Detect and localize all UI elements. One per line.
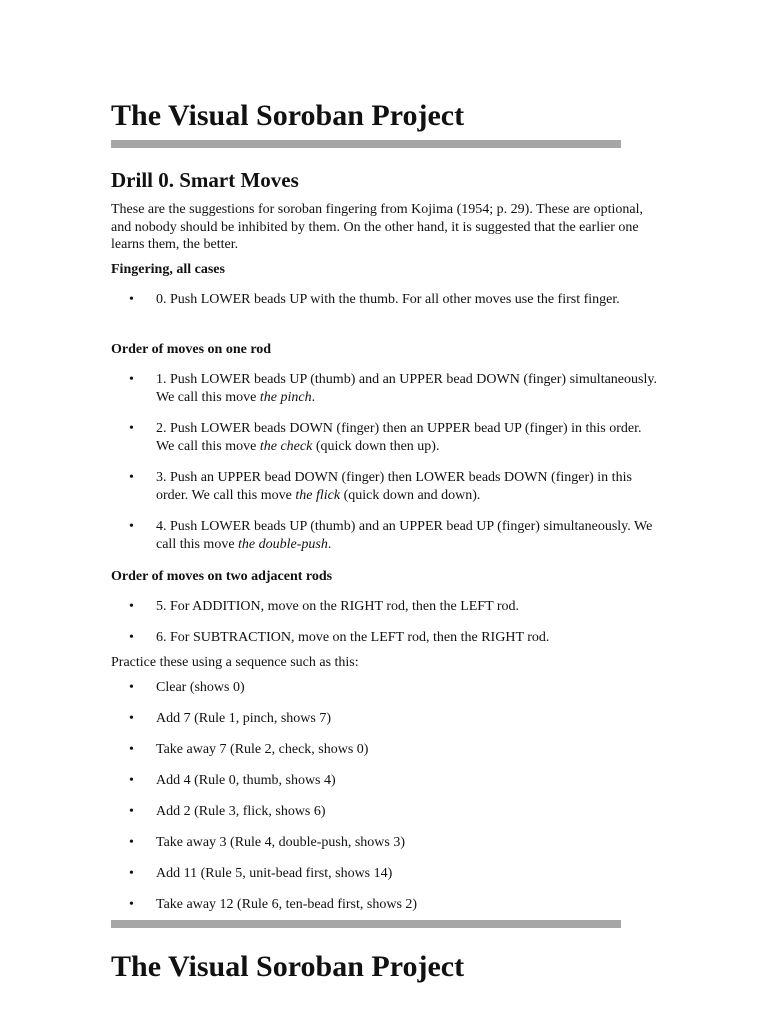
list-item [129,629,659,647]
intro-paragraph: These are the suggestions for soroban fingering from Kojima (1954; p. 29). These are optional, and nobody should be inhibited by them. On the other hand, it is suggested that the earlier one learns them, the better. [111,202,643,252]
list-item [129,834,659,852]
list-item-text: Add 7 (Rule 1, pinch, shows 7) [156,711,331,726]
list-item [129,865,659,883]
one-rod-heading: Order of moves on one rod [111,342,272,357]
move-name: the flick [295,488,341,503]
list-item [129,469,659,505]
practice-intro: Practice these using a sequence such as this: [111,655,359,670]
rule-text: 3. Push an UPPER bead DOWN (finger) then LOWER beads DOWN (finger) in this order. We call this move [156,470,632,503]
list-item [129,371,659,407]
bullet: • [129,773,134,788]
list-item-text: Add 4 (Rule 0, thumb, shows 4) [156,773,336,788]
list-item-text [156,420,659,456]
list-item [129,518,659,554]
list-item [129,420,659,456]
rule-text: 4. Push LOWER beads UP (thumb) and an UPPER bead UP (finger) simultaneously. We call this move [156,519,653,552]
rule-text-tail: (quick down and down). [340,488,481,503]
list-item [129,772,659,790]
bullet: • [129,470,134,485]
move-name: the double-push [238,537,328,552]
document-title: The Visual Soroban Project [111,99,465,132]
rule-text-tail: (quick down then up). [312,439,440,454]
bullet: • [129,630,134,645]
list-item [129,679,659,697]
rule-text: 1. Push LOWER beads UP (thumb) and an UPPER bead DOWN (finger) simultaneously. We call this move [156,372,657,405]
list-item [129,598,659,616]
bullet: • [129,711,134,726]
bullet: • [129,421,134,436]
list-item [129,803,659,821]
list-item-text: Take away 7 (Rule 2, check, shows 0) [156,742,369,757]
list-item [129,291,659,309]
bullet: • [129,292,134,307]
rule-text: 2. Push LOWER beads DOWN (finger) then an UPPER bead UP (finger) in this order. We call this move [156,421,642,454]
list-item-text [156,469,659,505]
move-name: the check [259,439,313,454]
bullet: • [129,742,134,757]
list-item [129,896,659,914]
list-item-text [156,371,659,407]
list-item [129,710,659,728]
title-rule [111,140,621,148]
move-name: the pinch [259,390,312,405]
bullet: • [129,599,134,614]
document-title-repeat: The Visual Soroban Project [111,950,465,983]
list-item-text: 6. For SUBTRACTION, move on the LEFT rod, then the RIGHT rod. [156,630,550,645]
bullet: • [129,804,134,819]
fingering-heading: Fingering, all cases [111,262,225,277]
rule-text-tail: . [327,537,332,552]
bullet: • [129,835,134,850]
list-item-text [156,518,659,554]
section-rule [111,920,621,928]
list-item-text: 0. Push LOWER beads UP with the thumb. For all other moves use the first finger. [156,292,620,307]
bullet: • [129,519,134,534]
bullet: • [129,897,134,912]
bullet: • [129,372,134,387]
drill-title: Drill 0. Smart Moves [111,168,299,192]
bullet: • [129,680,134,695]
two-rods-heading: Order of moves on two adjacent rods [111,569,333,584]
list-item-text: 5. For ADDITION, move on the RIGHT rod, then the LEFT rod. [156,599,520,614]
list-item [129,741,659,759]
rule-text-tail: . [311,390,316,405]
list-item-text: Take away 3 (Rule 4, double-push, shows 3) [156,835,406,850]
list-item-text: Add 2 (Rule 3, flick, shows 6) [156,804,326,819]
list-item-text: Take away 12 (Rule 6, ten-bead first, shows 2) [156,897,418,912]
list-item-text: Clear (shows 0) [156,680,245,695]
list-item-text: Add 11 (Rule 5, unit-bead first, shows 14) [156,866,393,881]
bullet: • [129,866,134,881]
